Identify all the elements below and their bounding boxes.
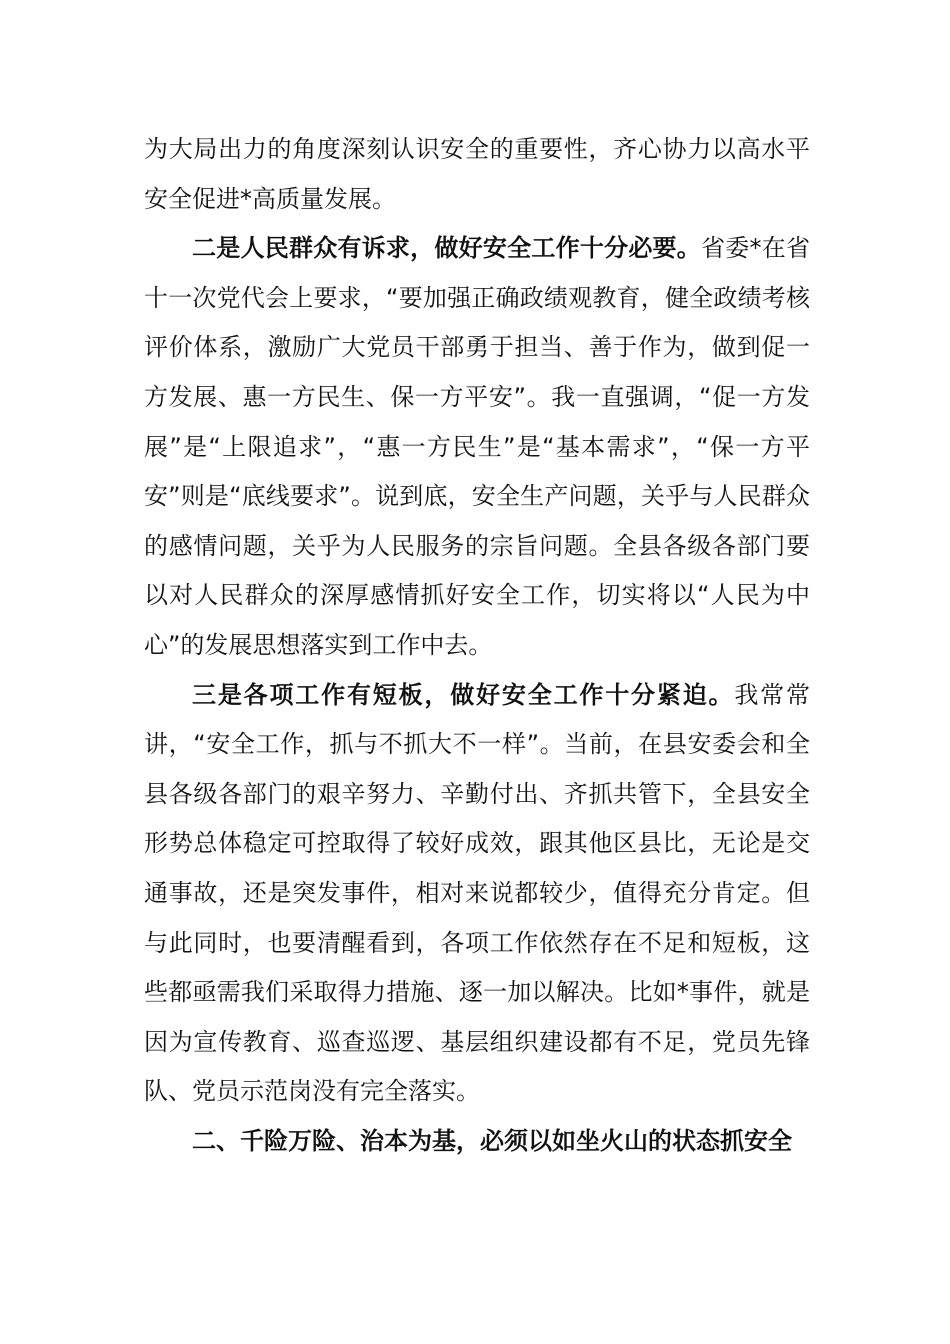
paragraph-text: 我常常讲，“安全工作，抓与不抓大不一样”。当前，在县安委会和全县各级各部门的艰辛努力、辛勤付出、齐抓共管下，全县安全形势总体稳定可控取得了较好成效，跟其他区县比，无论是交通事故，还是突发事件，相对来说都较少，值得充分肯定。但与此同时，也要清醒看到，各项工作依然存在不足和短板，这些都亟需我们采取得力措施、逐一加以解决。比如*事件，就是因为宣传教育、巡查巡逻、基层组织建设都有不足，党员先锋队、党员示范岗没有完全落实。	[144, 680, 811, 1106]
paragraph-continuation	[144, 125, 810, 224]
paragraph-work-shortcomings	[144, 671, 810, 1117]
paragraph-lead-heading: 三是各项工作有短板，做好安全工作十分紧迫。	[192, 680, 735, 709]
section-heading	[144, 1117, 810, 1167]
paragraph-lead-heading: 二是人民群众有诉求，做好安全工作十分必要。	[192, 234, 702, 263]
paragraph-people-demands	[144, 224, 810, 670]
paragraph-text: 为大局出力的角度深刻认识安全的重要性，齐心协力以高水平安全促进*高质量发展。	[144, 135, 810, 213]
section-heading-text: 二、千险万险、治本为基，必须以如坐火山的状态抓安全	[192, 1126, 792, 1155]
document-body	[144, 125, 810, 1166]
paragraph-text: 省委*在省十一次党代会上要求，“要加强正确政绩观教育，健全政绩考核评价体系，激励广大党员干部勇于担当、善于作为，做到促一方发展、惠一方民生、保一方平安”。我一直强调，“促一方发展”是“上限追求”，“惠一方民生”是“基本需求”，“保一方平安”则是“底线要求”。说到底，安全生产问题，关乎与人民群众的感情问题，关乎为人民服务的宗旨问题。全县各级各部门要以对人民群众的深厚感情抓好安全工作，切实将以“人民为中心”的发展思想落实到工作中去。	[144, 234, 811, 659]
